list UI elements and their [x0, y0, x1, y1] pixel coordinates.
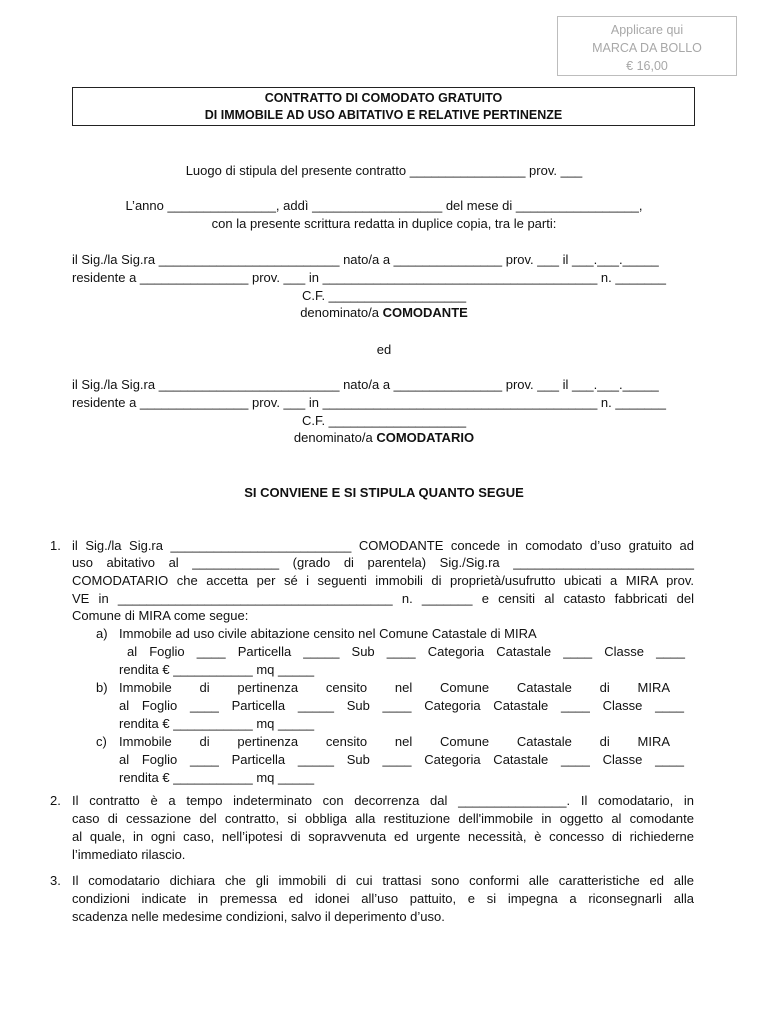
- stamp-line-3: € 16,00: [626, 59, 668, 73]
- party1-role-line: [0, 304, 768, 322]
- clause-2-line: al quale, in ogni caso, nell’ipotesi di sopravvenuta ed urgente necessità, è concesso di richiederne: [72, 829, 694, 844]
- party2-role-name: COMODATARIO: [376, 430, 475, 445]
- party1-residence-line: residente a _______________ prov. ___ in ______________________________________ n. _______: [72, 270, 666, 285]
- party1-role-prefix: denominato/a: [300, 305, 383, 320]
- conjunction-ed: ed: [376, 342, 392, 357]
- item-a-description: Immobile ad uso civile abitazione censito nel Comune Catastale di MIRA: [119, 626, 537, 641]
- party1-role-name: COMODANTE: [382, 305, 468, 320]
- duplicate-copy-line: con la presente scrittura redatta in duplice copia, tra le parti:: [211, 216, 557, 231]
- clause-1-line: COMODATARIO che accetta per sé i seguenti immobili di proprietà/usufrutto ubicati a MIRA prov.: [72, 573, 694, 588]
- date-line: L’anno _______________, addì __________________ del mese di _________________,: [125, 198, 643, 213]
- party1-tax-code-line: C.F. ___________________: [301, 288, 467, 303]
- party2-role-line: [0, 429, 768, 447]
- party2-tax-code-line: C.F. ___________________: [301, 413, 467, 428]
- party2-identity-line: il Sig./la Sig.ra _________________________ nato/a a _______________ prov. ___ il ___.___._____: [72, 377, 659, 392]
- item-c-letter: c): [96, 734, 107, 749]
- clause-1-line: il Sig./la Sig.ra _________________________ COMODANTE concede in comodato d’uso gratuito ad: [72, 538, 694, 553]
- clause-3-number: 3.: [50, 873, 61, 888]
- item-c-description: Immobile di pertinenza censito nel Comune Catastale di MIRA: [119, 734, 670, 749]
- clause-3-line: condizioni indicate in premessa ed idonei all’uso pattuito, e si impegna a riconsegnarli alla: [72, 891, 694, 906]
- agreement-heading: SI CONVIENE E SI STIPULA QUANTO SEGUE: [244, 485, 524, 500]
- contract-title-box: [72, 87, 695, 126]
- party2-role-prefix: denominato/a: [293, 430, 377, 445]
- party1-identity-line: il Sig./la Sig.ra _________________________ nato/a a _______________ prov. ___ il ___.___._____: [72, 252, 659, 267]
- item-a-cadastral-line: al Foglio ____ Particella _____ Sub ____ Categoria Catastale ____ Classe ____: [127, 644, 685, 659]
- item-a-letter: a): [96, 626, 108, 641]
- item-b-rent-line: rendita € ___________ mq _____: [119, 716, 315, 731]
- clause-3-line: Il comodatario dichiara che gli immobili di cui trattasi sono conformi alle caratteristiche ed alle: [72, 873, 694, 888]
- item-b-cadastral-line: al Foglio ____ Particella _____ Sub ____ Categoria Catastale ____ Classe ____: [119, 698, 684, 713]
- clause-1-line: uso abitativo al ____________ (grado di parentela) Sig./Sig.ra _________________________: [72, 555, 694, 570]
- clause-2-line: l’immediato rilascio.: [72, 847, 186, 862]
- clause-1-line: Comune di MIRA come segue:: [72, 608, 249, 623]
- clause-2-line: caso di cessazione del contratto, si obbliga alla restituzione dell'immobile in oggetto al comodante: [72, 811, 694, 826]
- clause-3-line: scadenza nelle medesime condizioni, salvo il deperimento d’uso.: [72, 909, 445, 924]
- clause-1-number: 1.: [50, 538, 61, 553]
- stamp-placeholder-box: [557, 16, 737, 76]
- stamp-line-1: Applicare qui: [610, 23, 684, 37]
- stamp-line-2: MARCA DA BOLLO: [592, 41, 702, 55]
- party2-residence-line: residente a _______________ prov. ___ in ______________________________________ n. _______: [72, 395, 666, 410]
- clause-2-number: 2.: [50, 793, 61, 808]
- stipula-place-line: Luogo di stipula del presente contratto ________________ prov. ___: [185, 163, 583, 178]
- clause-1-line: VE in ______________________________________ n. _______ e censiti al catasto fabbricati del: [72, 591, 694, 606]
- item-c-cadastral-line: al Foglio ____ Particella _____ Sub ____ Categoria Catastale ____ Classe ____: [119, 752, 684, 767]
- item-b-letter: b): [96, 680, 108, 695]
- clause-2-line: Il contratto è a tempo indeterminato con decorrenza dal _______________. Il comodatario, in: [72, 793, 694, 808]
- item-c-rent-line: rendita € ___________ mq _____: [119, 770, 315, 785]
- item-a-rent-line: rendita € ___________ mq _____: [119, 662, 315, 677]
- contract-title-line-1: CONTRATTO DI COMODATO GRATUITO: [264, 91, 503, 105]
- contract-title-line-2: DI IMMOBILE AD USO ABITATIVO E RELATIVE PERTINENZE: [204, 108, 563, 122]
- item-b-description: Immobile di pertinenza censito nel Comune Catastale di MIRA: [119, 680, 670, 695]
